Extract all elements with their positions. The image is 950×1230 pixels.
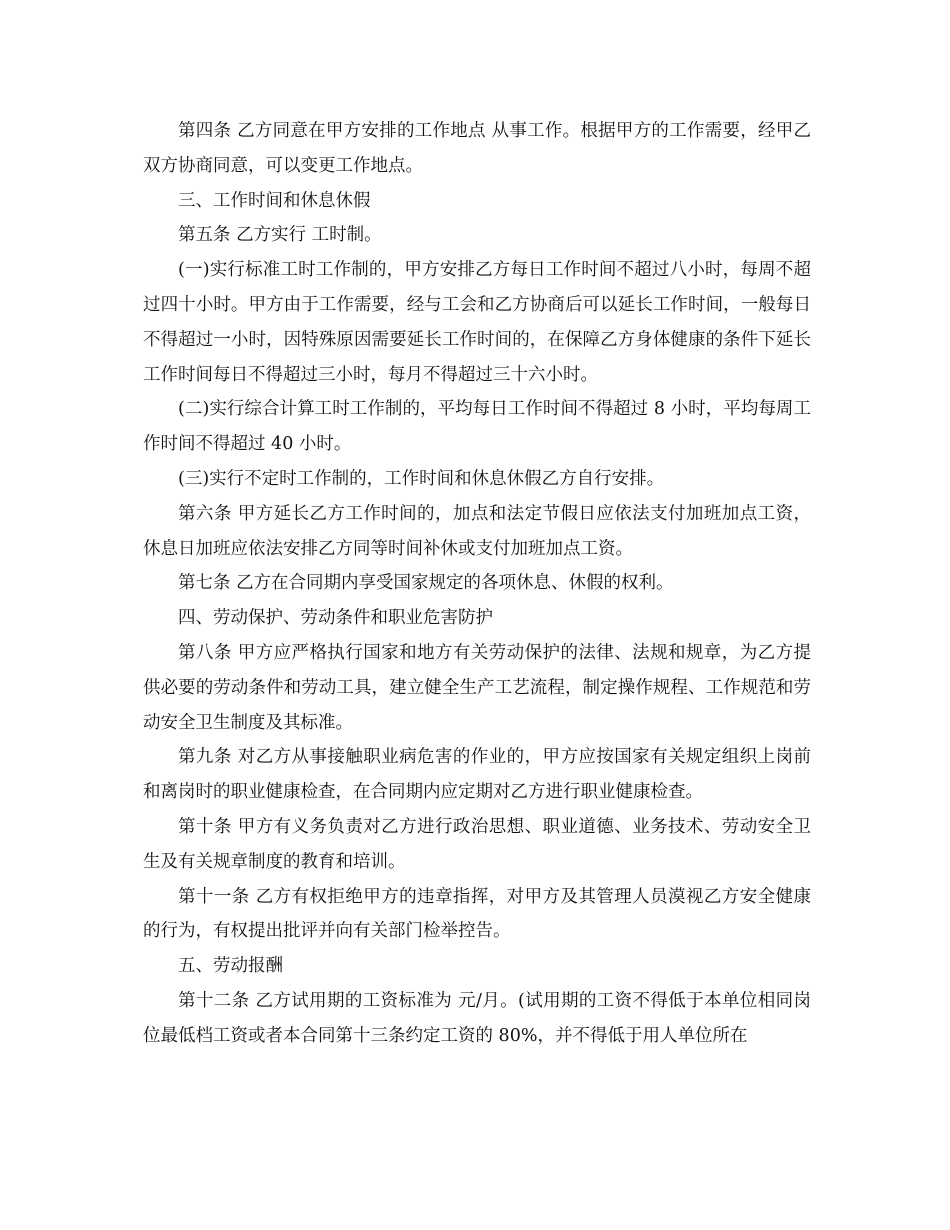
section-heading-labor-protection: 四、劳动保护、劳动条件和职业危害防护 [178,608,493,629]
document-body [143,114,811,1054]
paragraph-article-12: 第十二条 乙方试用期的工资标准为 元/月。(试用期的工资不得低于本单位相同岗位最低档工资或者本合同第十三条约定工资的 80%，并不得低于用人单位所在 [143,990,811,1046]
paragraph-article-7: 第七条 乙方在合同期内享受国家规定的各项休息、休假的权利。 [178,573,674,594]
paragraph-article-9: 第九条 对乙方从事接触职业病危害的作业的，甲方应按国家有关规定组织上岗前和离岗时的职业健康检查，在合同期内应定期对乙方进行职业健康检查。 [143,747,811,803]
paragraph-flexible-hours: (三)实行不定时工作制的，工作时间和休息休假乙方自行安排。 [178,468,665,489]
paragraph-article-11: 第十一条 乙方有权拒绝甲方的违章指挥，对甲方及其管理人员漠视乙方安全健康的行为，有权提出批评并向有关部门检举控告。 [143,886,811,942]
paragraph-standard-hours: (一)实行标准工时工作制的，甲方安排乙方每日工作时间不超过八小时，每周不超过四十小时。甲方由于工作需要，经与工会和乙方协商后可以延长工作时间，一般每日不得超过一小时，因特殊原因需要延长工作时间的，在保障乙方身体健康的条件下延长工作时间每日不得超过三小时，每月不得超过三十六小时。 [143,260,811,385]
paragraph-article-5: 第五条 乙方实行 工时制。 [178,225,382,246]
paragraph-comprehensive-hours: (二)实行综合计算工时工作制的，平均每日工作时间不得超过 8 小时，平均每周工作时间不得超过 40 小时。 [143,399,811,455]
section-heading-working-hours: 三、工作时间和休息休假 [178,190,371,211]
paragraph-article-6: 第六条 甲方延长乙方工作时间的，加点和法定节假日应依法支付加班加点工资，休息日加班应依法安排乙方同等时间补休或支付加班加点工资。 [143,503,811,559]
section-heading-remuneration: 五、劳动报酬 [178,956,283,977]
paragraph-article-10: 第十条 甲方有义务负责对乙方进行政治思想、职业道德、业务技术、劳动安全卫生及有关规章制度的教育和培训。 [143,816,811,872]
paragraph-article-8: 第八条 甲方应严格执行国家和地方有关劳动保护的法律、法规和规章，为乙方提供必要的劳动条件和劳动工具，建立健全生产工艺流程，制定操作规程、工作规范和劳动安全卫生制度及其标准。 [143,642,811,733]
paragraph-article-4: 第四条 乙方同意在甲方安排的工作地点 从事工作。根据甲方的工作需要，经甲乙双方协商同意，可以变更工作地点。 [143,121,811,176]
